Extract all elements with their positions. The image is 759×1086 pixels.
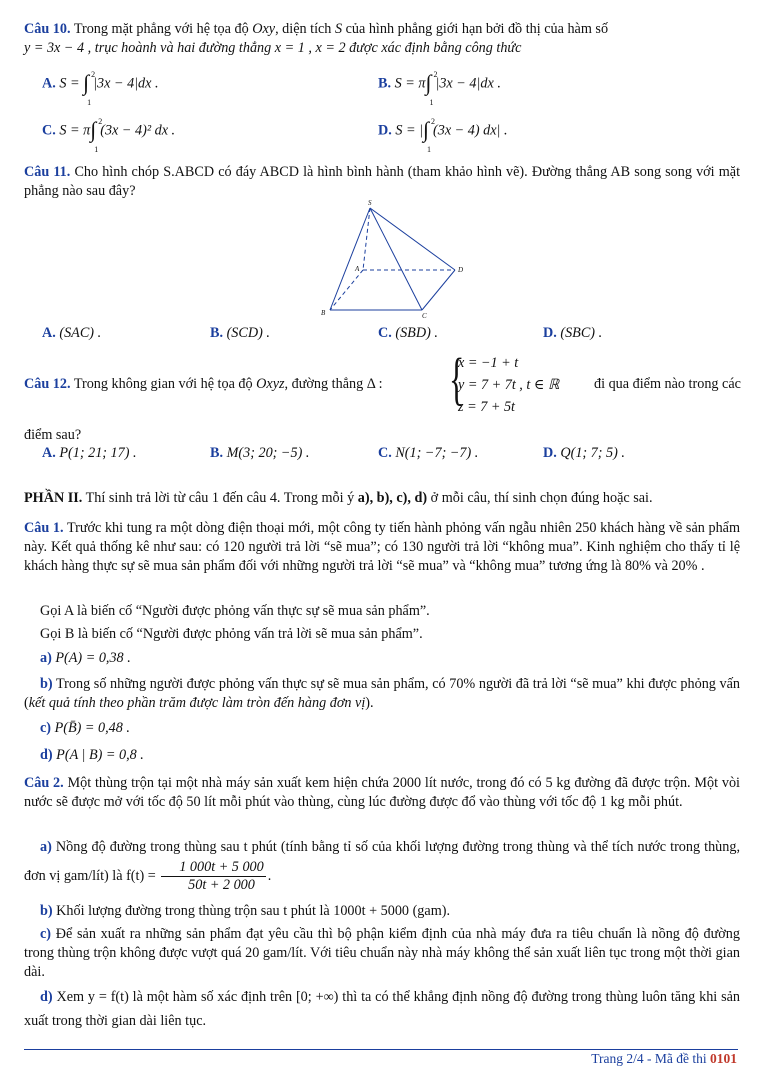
question-label: Câu 12. [24, 376, 71, 392]
question-10: Câu 10. Trong mặt phẳng với hệ tọa độ Oxy, diện tích S của hình phẳng giới hạn bởi đồ thị của hàm số y = 3x − 4 , trục hoành và hai đường thẳng x = 1 , x = 2 được xác định bằng công thức [24, 21, 609, 56]
fraction: $\frac{1 000t + 5 000}{50t + 2 000}$ [161, 859, 265, 894]
event-definition-b: Gọi B là biến cố “Người được phỏng vấn trả lời sẽ mua sản phẩm”. [40, 626, 423, 642]
option-d[interactable]: D. S = | ∫ 2 1 (3x − 4) dx| . [378, 117, 508, 154]
option-d[interactable]: D. Q(1; 7; 5) . [543, 445, 625, 461]
question-label: Câu 2. [24, 775, 64, 791]
statement-d[interactable]: d) P(A | B) = 0,8 . [40, 747, 144, 763]
option-c[interactable]: C. N(1; −7; −7) . [378, 445, 479, 461]
option-c[interactable]: C. S = π ∫ 2 1 (3x − 4)² dx . [42, 117, 176, 154]
vertex-label-d: D [458, 266, 464, 274]
option-b[interactable]: B. S = π ∫ 2 1 |3x − 4|dx . [378, 70, 501, 107]
statement-d[interactable]: d) Xem y = f(t) là một hàm số xác định trên [0; +∞) thì ta có thể khẳng định nồng độ đường trong thùng luôn tăng khi sản xuất trong thời gian dài liên tục. [24, 989, 740, 1029]
option-b[interactable]: B. (SCD) . [210, 325, 270, 341]
vertex-label-c: C [422, 312, 427, 320]
statement-b[interactable]: b) Khối lượng đường trong thùng trộn sau t phút là 1000t + 5000 (gam). [40, 903, 450, 919]
question-label: Câu 1. [24, 520, 64, 536]
integral-sign: ∫ 2 1 [83, 70, 96, 107]
question-label: Câu 10. [24, 21, 71, 37]
vertex-label-a: A [355, 265, 360, 273]
pyramid-figure [310, 198, 470, 320]
event-definition-a: Gọi A là biến cố “Người được phỏng vấn thực sự sẽ mua sản phẩm”. [40, 603, 430, 619]
vertex-label-s: S [368, 199, 372, 207]
page-footer: Trang 2/4 - Mã đề thi 0101 [591, 1051, 737, 1066]
question-label: Câu 11. [24, 164, 71, 180]
question-12: Câu 12. Trong không gian với hệ tọa độ Oxyz, đường thẳng Δ : { x = −1 + t y = 7 + 7t , t ∈ ℝ z = 7 + 5t đi qua điểm nào trong các [24, 352, 740, 418]
integral-sign: ∫ 2 1 [90, 117, 103, 154]
option-d[interactable]: D. (SBC) . [543, 325, 603, 341]
question-line: điểm sau? [24, 427, 82, 443]
question-11: Câu 11. Cho hình chóp S.ABCD có đáy ABCD là hình bình hành (tham khảo hình vẽ). Đường thẳng AB song song với mặt phẳng nào sau đây? [24, 164, 741, 199]
question-1: Câu 1. Trước khi tung ra một dòng điện thoại mới, một công ty tiến hành phỏng vấn ngẫu nhiên 250 khách hàng về sản phẩm này. Kết quả thống kê như sau: có 120 người trả lời “sẽ mua”; có 130 người trả lời “không mua”. Kinh nghiệm cho thấy tỉ lệ khách hàng thực sự sẽ mua sản phẩm đối với những người trả lời “sẽ mua” và “không mua” tương ứng là 80% và 20% . [24, 520, 741, 574]
option-c[interactable]: C. (SBD) . [378, 325, 438, 341]
statement-a[interactable]: a) Nồng độ đường trong thùng sau t phút (tính bằng tỉ số của khối lượng đường trong thùng và thể tích nước trong thùng, đơn vị gam/lít) là f(t) = $\frac{1 000t + 5 000}{50t + 2 000}$ . [24, 839, 741, 893]
line-equation-system: { x = −1 + t y = 7 + 7t , t ∈ ℝ z = 7 + 5t [449, 346, 560, 415]
option-a[interactable]: A. P(1; 21; 17) . [42, 445, 137, 461]
statement-a[interactable]: a) P(A) = 0,38 . [40, 650, 131, 666]
option-a[interactable]: A. S = ∫ 2 1 |3x − 4|dx . [42, 70, 159, 107]
integral-sign: ∫ 2 1 [425, 70, 438, 107]
option-b[interactable]: B. M(3; 20; −5) . [210, 445, 310, 461]
part-2-heading: PHẦN II. Thí sinh trả lời từ câu 1 đến câu 4. Trong mỗi ý a), b), c), d) ở mỗi câu, thí sinh chọn đúng hoặc sai. [24, 490, 653, 506]
vertex-label-b: B [321, 309, 326, 317]
statement-c[interactable]: c) Để sản xuất ra những sản phẩm đạt yêu cầu thì bộ phận kiểm định của nhà máy đưa ra tiêu chuẩn là nồng độ đường trong thùng trộn không được vượt quá 20 gam/lít. Với tiêu chuẩn này nhà máy không thể sản xuất liên tục trong một thời gian dài. [24, 926, 740, 980]
footer-divider [24, 1049, 738, 1050]
question-2: Câu 2. Một thùng trộn tại một nhà máy sản xuất kem hiện chứa 2000 lít nước, trong đó có 5 kg đường đã được trộn. Một vòi nước sẽ được mở với tốc độ 50 lít mỗi phút vào thùng, cùng lúc đường được đổ vào thùng với tốc độ 1 kg mỗi phút. [24, 775, 740, 810]
statement-c[interactable]: c) P(B̄) = 0,48 . [40, 720, 130, 736]
integral-sign: ∫ 2 1 [423, 117, 436, 154]
statement-b[interactable]: b) Trong số những người được phỏng vấn thực sự sẽ mua sản phẩm, có 70% người đã trả lời “sẽ mua” khi được phỏng vấn (kết quả tính theo phần trăm được làm tròn đến hàng đơn vị). [24, 676, 740, 711]
option-a[interactable]: A. (SAC) . [42, 325, 102, 341]
question-line: y = 3x − 4 , trục hoành và hai đường thẳng x = 1 , x = 2 được xác định bằng công thức [24, 40, 522, 56]
